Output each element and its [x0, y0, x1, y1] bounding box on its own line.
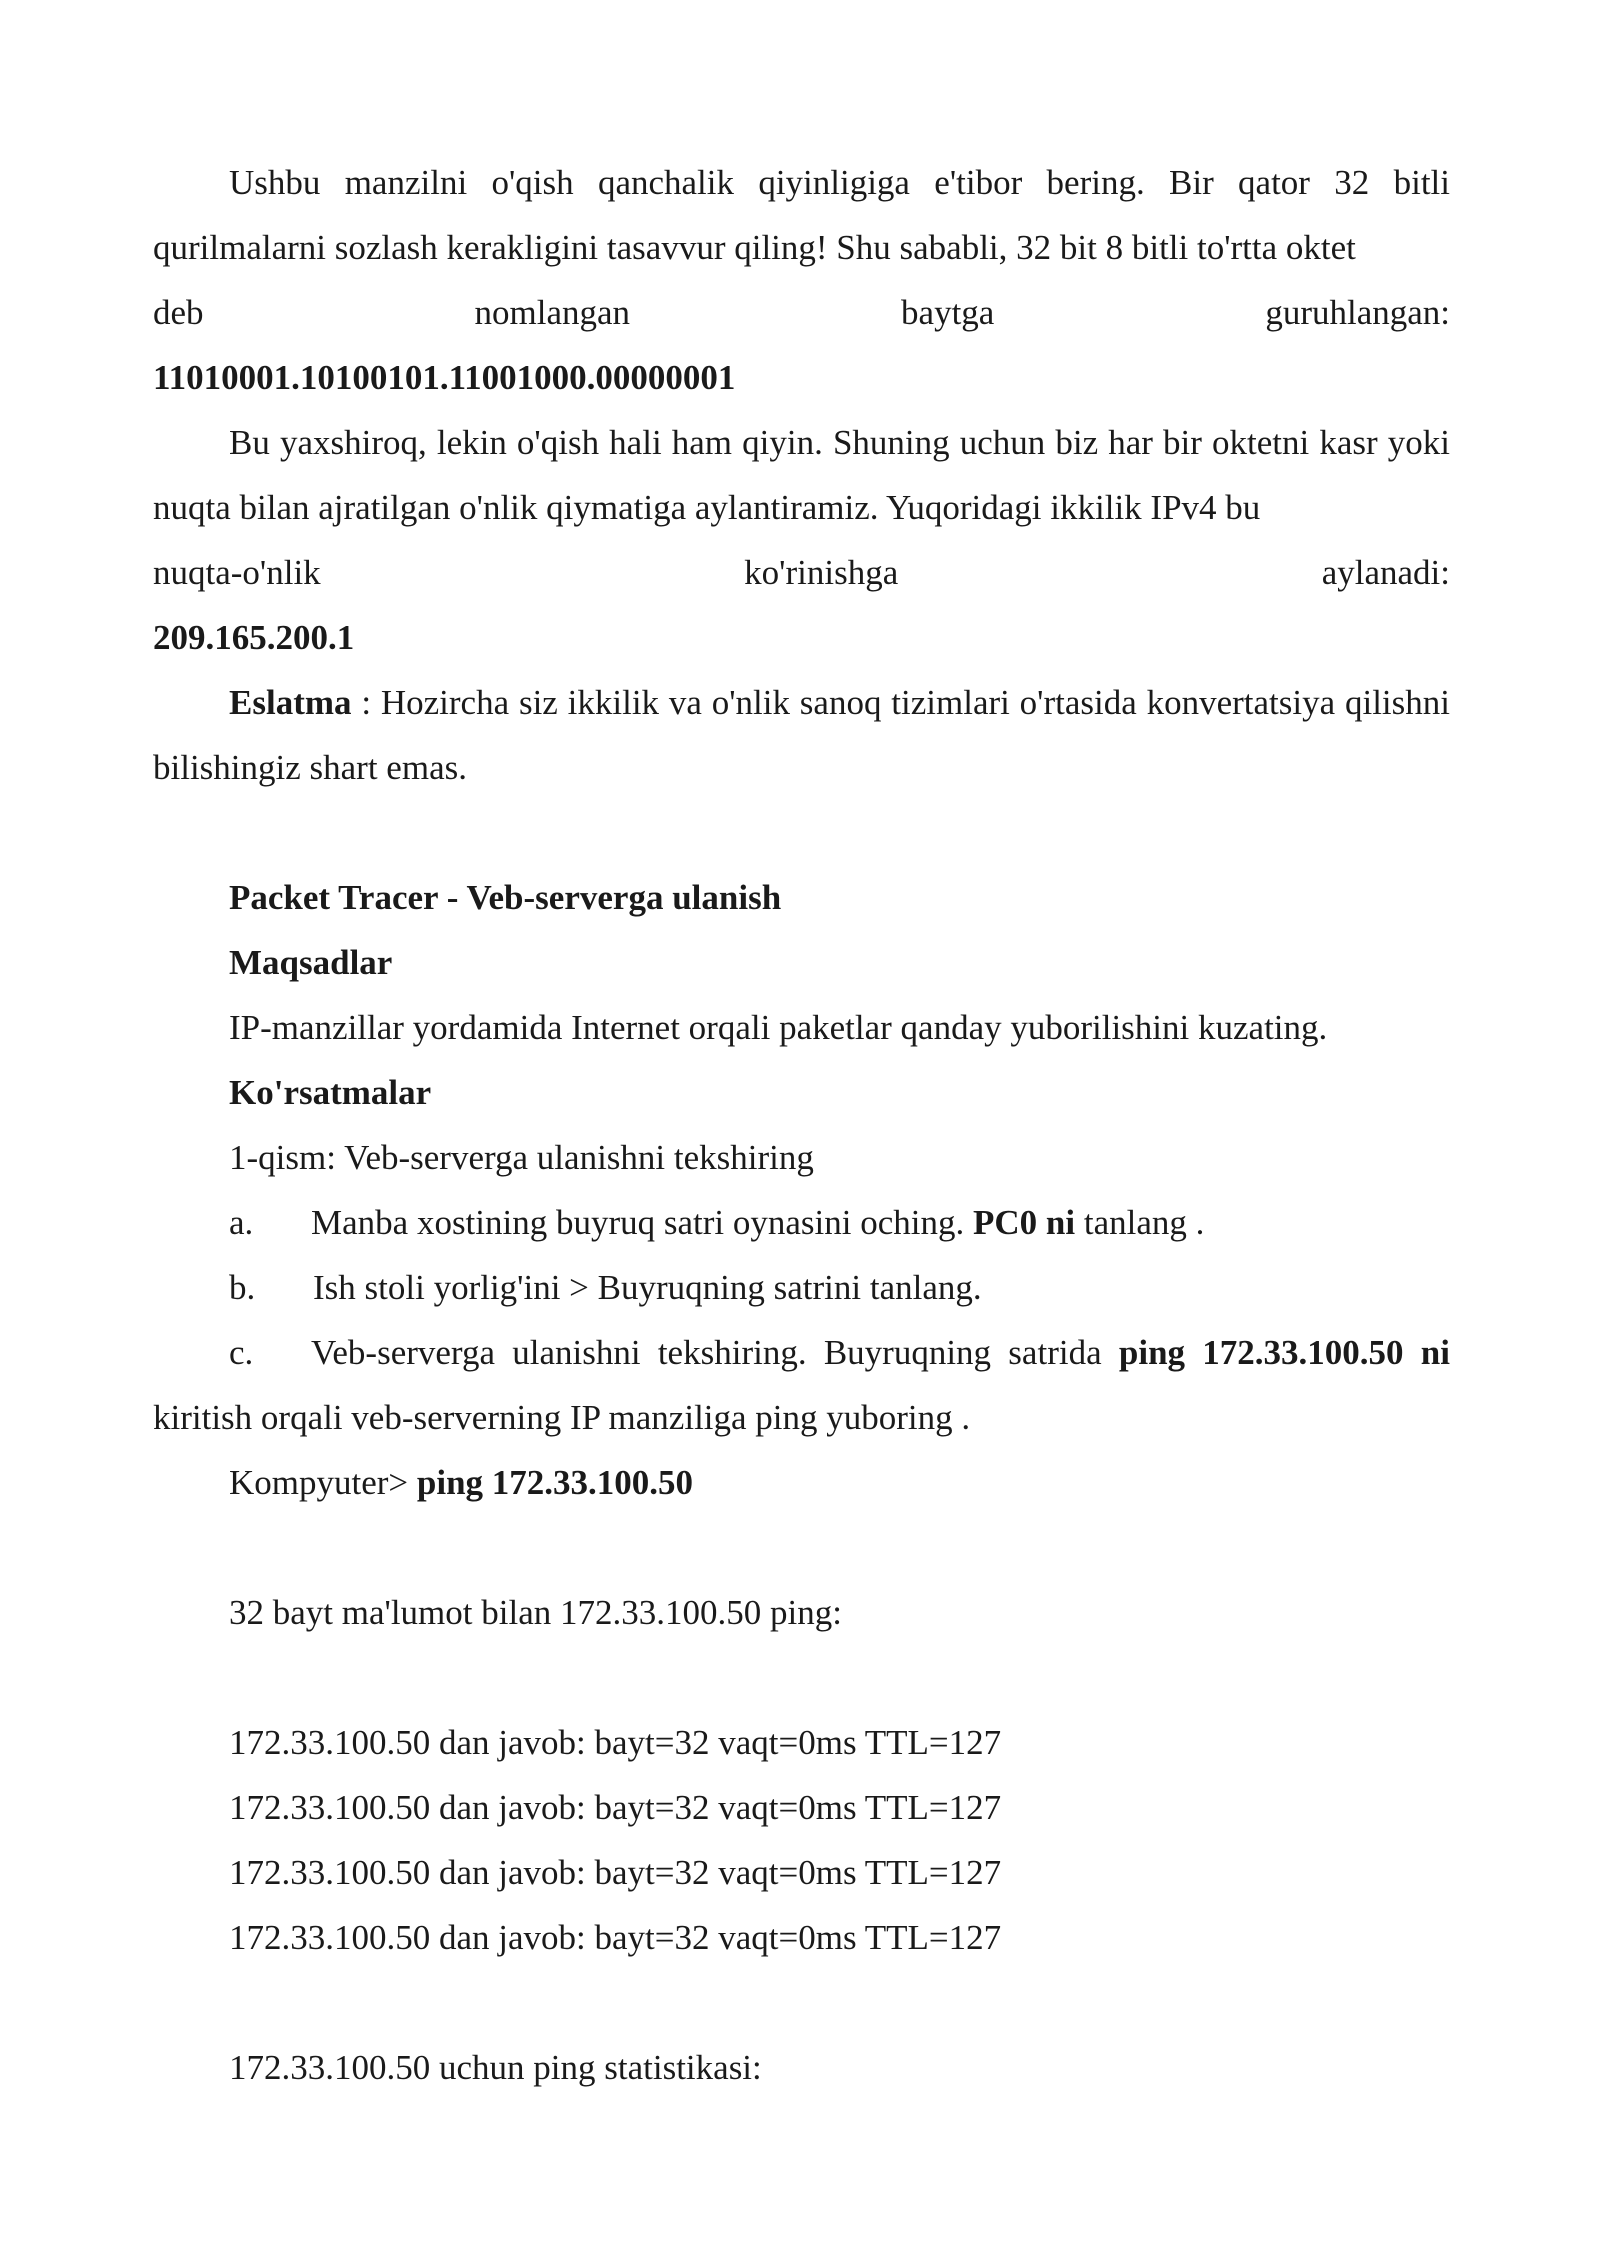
spacer [153, 800, 1450, 865]
intro-paragraph-1 [153, 150, 1450, 280]
command-prompt: Kompyuter> [229, 1463, 417, 1502]
intro-p2-line3: nuqta-o'nlik ko'rinishga aylanadi: [153, 553, 1450, 592]
note-paragraph [153, 670, 1450, 800]
ping-reply: 172.33.100.50 dan javob: bayt=32 vaqt=0ms TTL=127 [229, 1723, 1002, 1762]
ping-reply: 172.33.100.50 dan javob: bayt=32 vaqt=0ms TTL=127 [229, 1788, 1002, 1827]
intro-p1-line1: Ushbu manzilni o'qish qanchalik qiyinligiga e'tibor bering. Bir qator 32 bitli [229, 163, 1450, 202]
step-a-text: Manba xostining buyruq satri oynasini oching. [311, 1203, 974, 1242]
ping-reply: 172.33.100.50 dan javob: bayt=32 vaqt=0ms TTL=127 [229, 1853, 1002, 1892]
intro-p2-line1: Bu yaxshiroq, lekin o'qish hali ham qiyin. Shuning uchun biz har bir oktetni kasr [229, 423, 1378, 462]
decimal-address: 209.165.200.1 [153, 618, 355, 657]
part1-heading: 1-qism: Veb-serverga ulanishni tekshiring [229, 1138, 814, 1177]
lab-title: Packet Tracer - Veb-serverga ulanish [229, 878, 782, 917]
step-c-marker: c. [229, 1333, 254, 1372]
ping-header: 32 bayt ma'lumot bilan 172.33.100.50 ping: [229, 1593, 842, 1632]
step-c-text: Veb-serverga ulanishni tekshiring. Buyruqning satrida [311, 1333, 1119, 1372]
step-b-marker: b. [229, 1268, 256, 1307]
intro-paragraph-2 [153, 410, 1450, 540]
intro-p2-line2: yoki nuqta bilan ajratilgan o'nlik qiymatiga aylantiramiz. Yuqoridagi ikkilik IPv4 bu [153, 423, 1450, 527]
command-text: ping 172.33.100.50 [416, 1463, 694, 1502]
step-a-marker: a. [229, 1203, 254, 1242]
spacer [153, 1645, 1450, 1710]
binary-address: 11010001.10100101.11001000.00000001 [153, 358, 736, 397]
spacer [153, 1515, 1450, 1580]
note-label: Eslatma [229, 683, 352, 722]
ping-reply: 172.33.100.50 dan javob: bayt=32 vaqt=0ms TTL=127 [229, 1918, 1002, 1957]
step-a-text-after: tanlang . [1075, 1203, 1205, 1242]
step-a [153, 1190, 1450, 1255]
step-b-text: Ish stoli yorlig'ini > Buyruqning satrini tanlang. [313, 1268, 982, 1307]
note-text: : Hozircha siz ikkilik va o'nlik sanoq tizimlari o'rtasida konvertatsiya qilishni bilishingiz shart emas. [153, 683, 1450, 787]
step-c-bold: ping 172.33.100.50 ni [1118, 1333, 1450, 1372]
step-c-text-after: kiritish orqali veb-serverning IP manziliga ping yuboring . [153, 1398, 971, 1437]
step-c [153, 1320, 1450, 1450]
intro-p1-line3: deb nomlangan baytga guruhlangan: [153, 293, 1450, 332]
document-page [153, 150, 1450, 2100]
step-a-bold: PC0 ni [973, 1203, 1076, 1242]
ping-stats-header: 172.33.100.50 uchun ping statistikasi: [229, 2048, 762, 2087]
objectives-heading: Maqsadlar [229, 943, 393, 982]
step-b [153, 1255, 1450, 1320]
objectives-text: IP-manzillar yordamida Internet orqali paketlar qanday yuborilishini kuzating. [229, 1008, 1328, 1047]
instructions-heading: Ko'rsatmalar [229, 1073, 432, 1112]
spacer [153, 1970, 1450, 2035]
intro-p1-line2: qurilmalarni sozlash kerakligini tasavvur qiling! Shu sababli, 32 bit 8 bitli to'rtta oktet [153, 228, 1356, 267]
command-line [153, 1450, 1450, 1515]
